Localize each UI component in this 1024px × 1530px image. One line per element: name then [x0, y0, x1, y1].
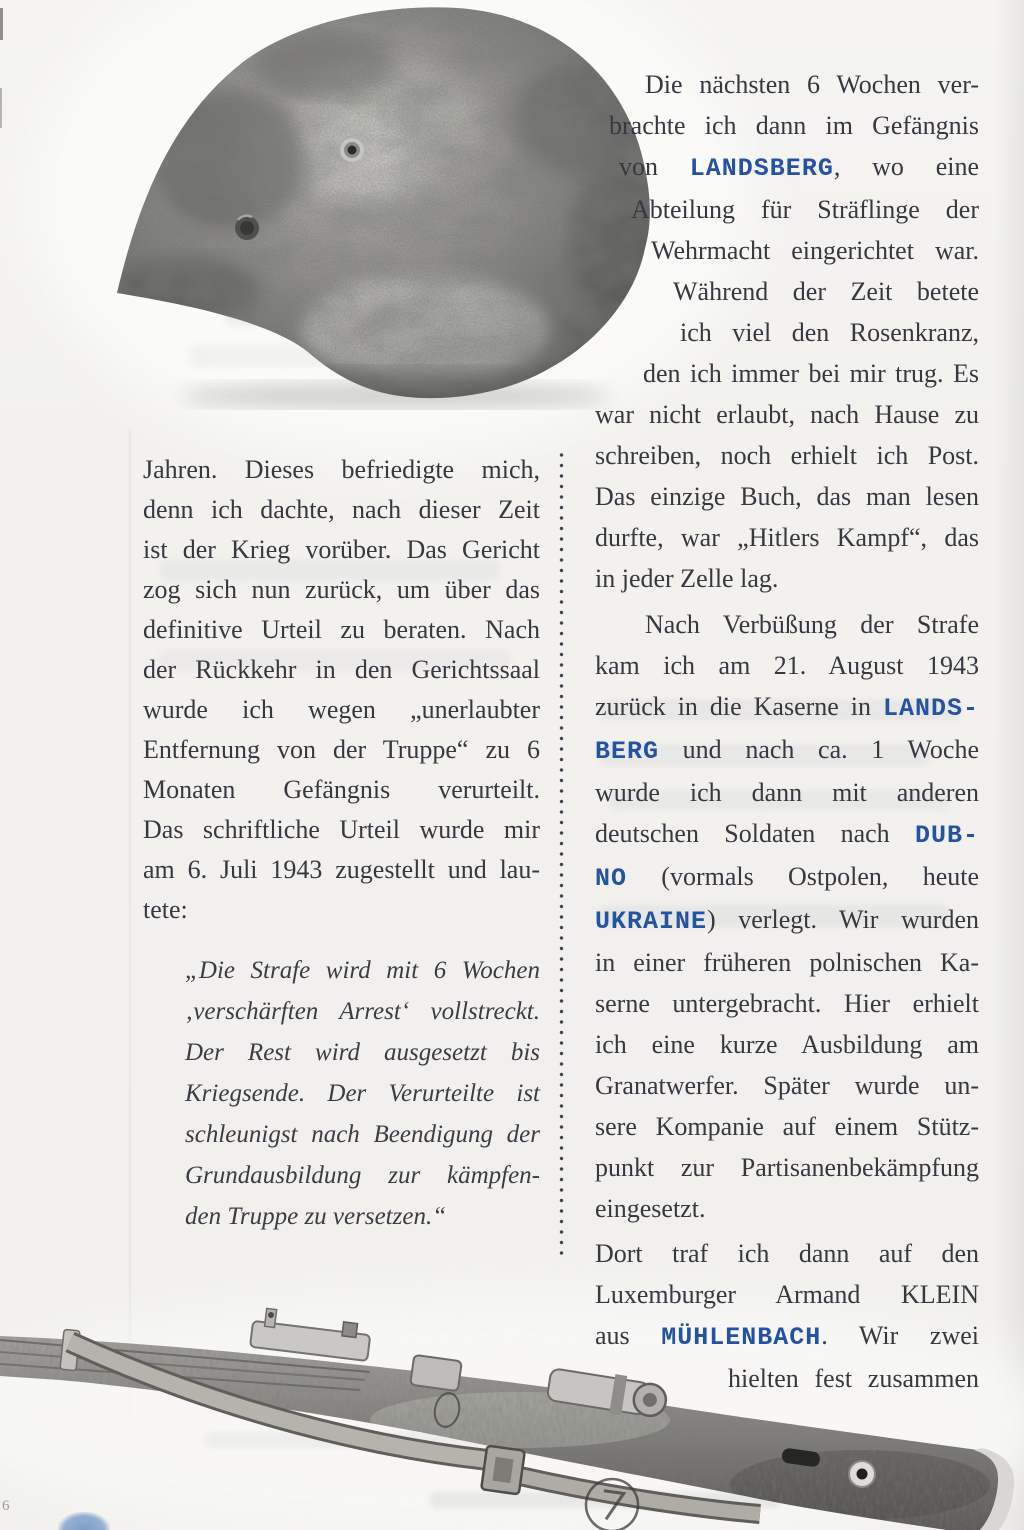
text-line: durfte, war „Hitlers Kampf“, das: [595, 523, 979, 552]
text-line: den Truppe zu versetzen.“: [185, 1203, 447, 1230]
text-line: tete:: [143, 895, 188, 924]
text-line: Das schriftliche Urteil wurde mir: [143, 815, 540, 844]
page-crease: [128, 430, 132, 1420]
text-line: aus MÜHLENBACH. Wir zwei: [595, 1321, 979, 1352]
place-name-highlight: NO: [595, 864, 628, 893]
text-line: schreiben, noch erhielt ich Post.: [595, 441, 979, 470]
rifle-sling-washer: [849, 1461, 875, 1487]
place-name-highlight: LANDS-: [882, 694, 979, 723]
text-line: der Rückkehr in den Gerichtssaal: [143, 655, 540, 684]
text-line: deutschen Soldaten nach DUB-: [595, 819, 979, 850]
text-line: Nach Verbüßung der Strafe: [645, 610, 979, 639]
text-line: Monaten Gefängnis verurteilt.: [143, 775, 540, 804]
text-line: Das einzige Buch, das man lesen: [595, 482, 979, 511]
scan-speck: [0, 88, 2, 128]
place-name-highlight: UKRAINE: [595, 907, 708, 936]
text-line: UKRAINE) verlegt. Wir wurden: [595, 905, 979, 936]
text-line: schleunigst nach Beendigung der: [185, 1121, 540, 1148]
helmet-photo: [95, 0, 675, 410]
rifle-barrel-band: [410, 1355, 462, 1391]
column-divider-dotted: [559, 452, 564, 1258]
text-line: Jahren. Dieses befriedigte mich,: [143, 455, 540, 484]
place-name-highlight: LANDSBERG: [689, 154, 834, 183]
text-line: den ich immer bei mir trug. Es: [643, 359, 979, 388]
left-text-column: [143, 450, 540, 1237]
text-line: Während der Zeit betete: [673, 277, 979, 306]
text-line: zurück in die Kaserne in LANDS-: [595, 692, 979, 723]
text-line: Luxemburger Armand KLEIN: [595, 1280, 979, 1309]
text-line: war nicht erlaubt, nach Hause zu: [595, 400, 979, 429]
text-line: definitive Urteil zu beraten. Nach: [143, 615, 540, 644]
body-paragraph: [143, 450, 540, 930]
text-line: punkt zur Partisanenbekämpfung: [595, 1153, 979, 1182]
text-line: Granatwerfer. Später wurde un-: [595, 1071, 979, 1100]
text-line: Grundausbildung zur kämpfen-: [185, 1162, 540, 1189]
text-line: Dort traf ich dann auf den: [595, 1239, 979, 1268]
text-line: eingesetzt.: [595, 1194, 706, 1223]
text-line: serne untergebracht. Hier erhielt: [595, 989, 979, 1018]
blue-corner-decoration: [58, 1512, 110, 1530]
place-name-highlight: DUB-: [914, 821, 979, 850]
text-line: zog sich nun zurück, um über das: [143, 575, 540, 604]
text-line: kam ich am 21. August 1943: [595, 651, 979, 680]
text-line: ich eine kurze Ausbildung am: [595, 1030, 979, 1059]
text-line: in einer früheren polnischen Ka-: [595, 948, 979, 977]
text-line: von LANDSBERG, wo eine: [619, 152, 979, 183]
text-line: hielten fest zusammen: [728, 1364, 979, 1393]
text-line: ‚verschärften Arrest‘ vollstreckt.: [185, 998, 540, 1025]
text-line: „Die Strafe wird mit 6 Wochen: [185, 957, 540, 984]
text-line: sere Kompanie auf einem Stütz-: [595, 1112, 979, 1141]
page-number: 6: [2, 1498, 10, 1514]
place-name-highlight: MÜHLENBACH: [661, 1323, 822, 1352]
text-line: denn ich dachte, nach dieser Zeit: [143, 495, 540, 524]
place-name-highlight: BERG: [595, 737, 660, 766]
body-paragraph: [595, 64, 979, 599]
text-line: am 6. Juli 1943 zugestellt und lau-: [143, 855, 540, 884]
text-line: ist der Krieg vorüber. Das Gericht: [143, 535, 540, 564]
text-line: wurde ich wegen „unerlaubter: [143, 695, 540, 724]
text-line: brachte ich dann im Gefängnis: [609, 111, 979, 140]
rifle-rear-sight: [250, 1307, 372, 1361]
verdict-quote-paragraph: [143, 950, 540, 1237]
text-line: NO (vormals Ostpolen, heute: [595, 862, 979, 893]
text-line: Wehrmacht eingerichtet war.: [651, 236, 979, 265]
text-line: Abteilung für Sträflinge der: [631, 195, 979, 224]
text-line: Kriegsende. Der Verurteilte ist: [185, 1080, 540, 1107]
text-line: ich viel den Rosenkranz,: [680, 318, 979, 347]
right-text-column: [595, 64, 979, 1399]
text-line: wurde ich dann mit anderen: [595, 778, 979, 807]
text-line: Entfernung von der Truppe“ zu 6: [143, 735, 540, 764]
text-line: Die nächsten 6 Wochen ver-: [645, 70, 979, 99]
rifle-photo: [0, 1280, 1024, 1530]
text-line: BERG und nach ca. 1 Woche: [595, 735, 979, 766]
text-line: in jeder Zelle lag.: [595, 564, 779, 593]
scan-speck: [0, 8, 3, 40]
body-paragraph: [595, 604, 979, 1229]
text-line: Der Rest wird ausgesetzt bis: [185, 1039, 540, 1066]
